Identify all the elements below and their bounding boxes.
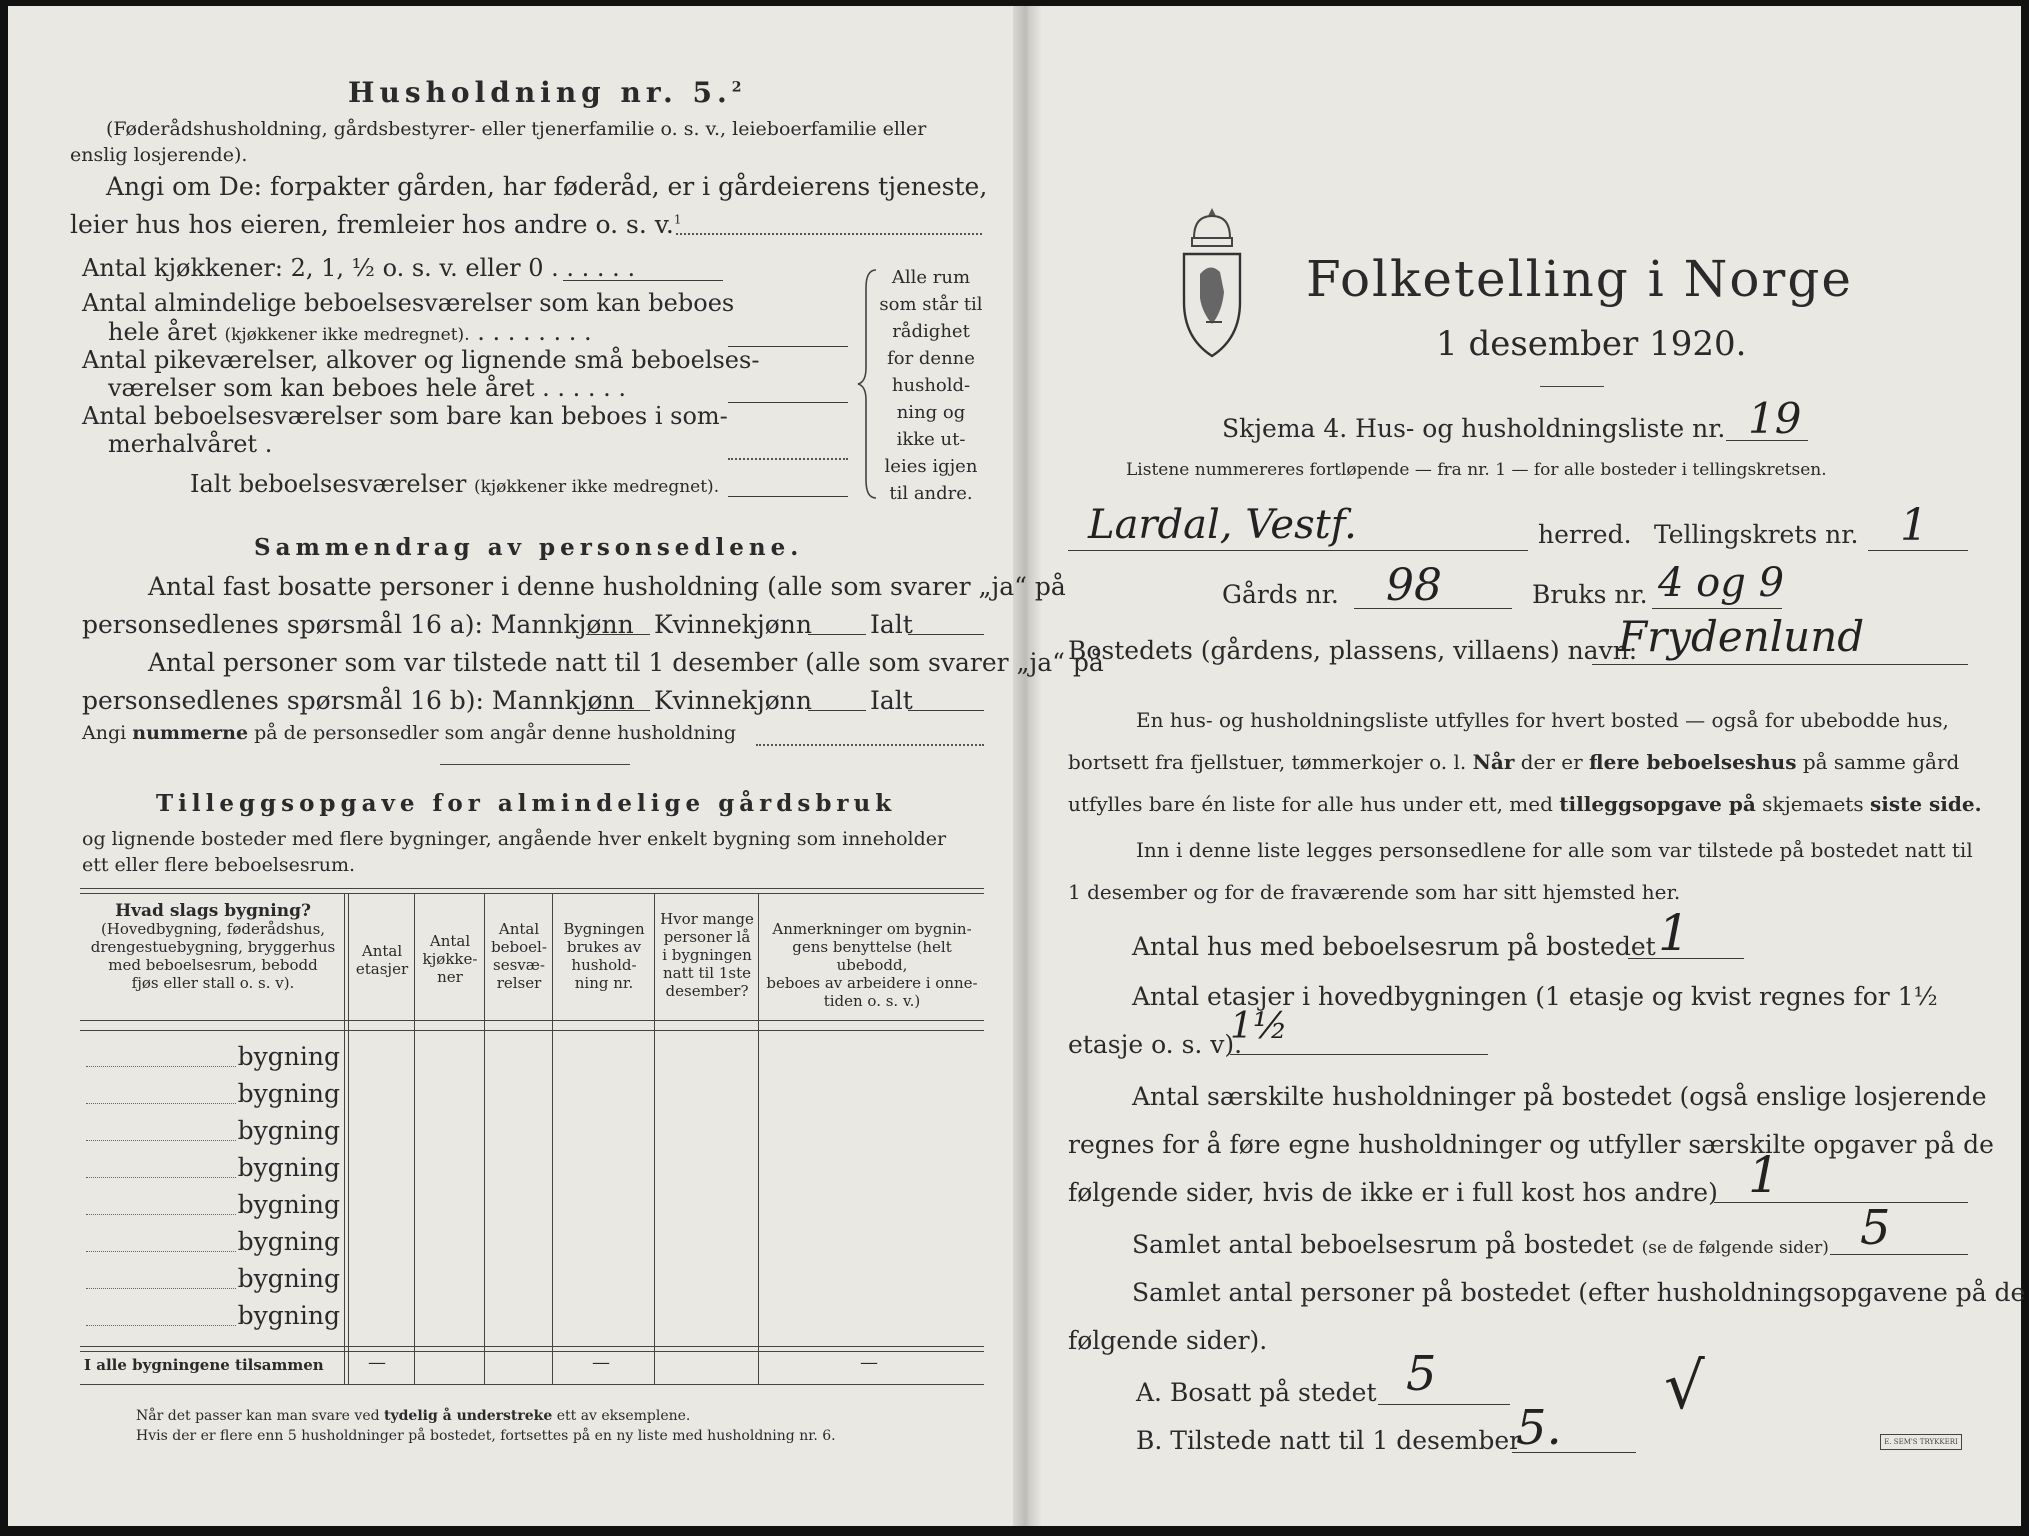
women-label-2: Kvinnekjønn (654, 686, 812, 715)
footnote-2: Hvis der er flere enn 5 husholdninger på bostedet, fortsettes på en ny liste med husholdning nr. 6. (136, 1428, 836, 1444)
table-row: bygning (237, 1079, 340, 1108)
summer-rooms-label: Antal beboelsesværelser som bare kan beboes i som- (82, 402, 728, 430)
col-header-household: Bygningen brukes av hushold- ning nr. (563, 920, 645, 992)
summary-p1a: Antal fast bosatte personer i denne husholdning (alle som svarer „ja“ på (148, 572, 1066, 601)
summary-title: Sammendrag av personsedlene. (254, 534, 804, 561)
row-entry[interactable] (86, 1251, 236, 1252)
q-households-label-3: følgende sider, hvis de ikke er i full kost hos andre) (1068, 1178, 1718, 1207)
instructions-p1a: En hus- og husholdningsliste utfylles for hvert bosted — også for ubebodde hus, (1136, 708, 1949, 732)
kitchens-label: Antal kjøkkener: 2, 1, ½ o. s. v. eller 0 . . . . . . (82, 254, 636, 282)
q-households-label-2: regnes for å føre egne husholdninger og utfyller særskilte opgaver på de (1068, 1130, 1994, 1159)
total-dash: — (592, 1352, 610, 1373)
instructions-p2a: Inn i denne liste legges personsedlene for alle som var tilstede på bostedet natt til (1136, 838, 1973, 862)
row-entry[interactable] (86, 1214, 236, 1215)
small-rooms-label-2: værelser som kan beboes hele året . . . . . . (108, 374, 627, 402)
summary-p1b: personsedlenes spørsmål 16 a): Mannkjønn (82, 610, 634, 639)
bruks-line[interactable] (1652, 608, 1782, 609)
total-label-2: Ialt (870, 686, 913, 715)
table-row: bygning (237, 1116, 340, 1145)
small-rooms-label: Antal pikeværelser, alkover og lignende små beboelses- (82, 346, 760, 374)
row-entry[interactable] (86, 1103, 236, 1104)
men-line-2[interactable] (586, 710, 650, 711)
table-row: bygning (237, 1264, 340, 1293)
herred-label: herred. (1538, 520, 1632, 549)
bruks-value: 4 og 9 (1658, 560, 1785, 606)
check-mark: √ (1664, 1350, 1705, 1424)
tellingskrets-value: 1 (1900, 500, 1928, 551)
bosted-value: Frydenlund (1618, 612, 1865, 661)
total-label-1: Ialt (870, 610, 913, 639)
summer-rooms-line[interactable] (728, 458, 848, 460)
q-rooms-value: 5 (1860, 1200, 1891, 1256)
q-households-value: 1 (1748, 1146, 1780, 1204)
row-entry[interactable] (86, 1288, 236, 1289)
instructions-p2b: 1 desember og for de fraværende som har sitt hjemsted her. (1068, 880, 1681, 904)
divider (440, 764, 630, 765)
resident-value: 5 (1406, 1346, 1437, 1402)
table-top-rule (80, 888, 984, 894)
col-header-kitchens: Antal kjøkke- ner (422, 932, 478, 986)
bosted-line[interactable] (1592, 664, 1968, 665)
census-form-spread (8, 6, 2026, 1526)
supplement-sub-1: og lignende bosteder med flere bygninger, angående hver enkelt bygning som inneholder (82, 828, 947, 850)
angi-line-2: leier hus hos eieren, fremleier hos andre o. s. v.$^1$ (70, 210, 682, 239)
present-value: 5. (1516, 1400, 1562, 1456)
schema-number-value: 19 (1748, 394, 1802, 443)
brace-note: Alle rum som står til rådighet for denne hushold- ning og ikke ut- leies igjen til andre. (879, 267, 983, 504)
supplement-title: Tilleggsopgave for almindelige gårdsbruk (156, 790, 897, 817)
herred-value: Lardal, Vestf. (1088, 502, 1357, 548)
col-divider (348, 894, 349, 1384)
q-rooms-line[interactable] (1830, 1254, 1968, 1255)
q-floors-line[interactable] (1230, 1054, 1488, 1055)
total-rooms-label: Ialt beboelsesværelser (kjøkkener ikke medregnet). (190, 470, 720, 498)
kitchens-line[interactable] (563, 280, 723, 281)
row-entry[interactable] (86, 1066, 236, 1067)
q-floors-value: 1½ (1230, 1006, 1288, 1047)
resident-label: A. Bosatt på stedet (1136, 1378, 1377, 1407)
row-entry[interactable] (86, 1140, 236, 1141)
table-row: bygning (237, 1301, 340, 1330)
title-rule (1540, 386, 1604, 387)
women-label-1: Kvinnekjønn (654, 610, 812, 639)
herred-line[interactable] (1068, 550, 1528, 551)
table-row: bygning (237, 1190, 340, 1219)
women-line-1[interactable] (808, 634, 866, 635)
total-dash: — (368, 1352, 386, 1373)
summary-p2a: Antal personer som var tilstede natt til 1 desember (alle som svarer „ja“ på (148, 648, 1104, 677)
q-houses-value: 1 (1658, 904, 1690, 962)
numbering-note: Listene nummereres fortløpende — fra nr. 1 — for alle bosteder i tellingskretsen. (1126, 460, 1827, 480)
table-total-rule (80, 1346, 984, 1352)
col-header-building: Hvad slags bygning? (Hovedbygning, føderådshus, drengestuebygning, bryggerhus med beboelsesrum, bebodd fjøs eller stall o. s. v). (90, 901, 336, 992)
table-bottom-rule (80, 1384, 984, 1385)
bosted-label: Bostedets (gårdens, plassens, villaens) navn: (1068, 636, 1638, 665)
col-header-floors: Antal etasjer (355, 942, 409, 978)
q-floors-label-2: etasje o. s. v). (1068, 1030, 1243, 1059)
printer-stamp: E. SEM'S TRYKKERI (1880, 1434, 1962, 1450)
q-persons-label: Samlet antal personer på bostedet (efter husholdningsopgavene på de (1132, 1278, 2026, 1307)
total-row-label: I alle bygningene tilsammen (84, 1356, 324, 1374)
summer-rooms-label-2: merhalvåret . (108, 430, 273, 458)
gards-value: 98 (1386, 560, 1442, 611)
page-fold (1013, 6, 1041, 1526)
total-line-1[interactable] (908, 634, 984, 635)
men-line-1[interactable] (586, 634, 650, 635)
form-title: Folketelling i Norge (1306, 250, 1853, 308)
coat-of-arms-icon (1176, 202, 1248, 362)
angi-answer-line[interactable] (676, 233, 982, 235)
row-entry[interactable] (86, 1177, 236, 1178)
table-row: bygning (237, 1153, 340, 1182)
table-row: bygning (237, 1227, 340, 1256)
gards-label: Gårds nr. (1222, 580, 1339, 609)
household-note: (Føderådshusholdning, gårdsbestyrer- eller tjenerfamilie o. s. v., leieboerfamilie eller (106, 118, 927, 140)
col-divider (552, 894, 553, 1384)
col-divider (484, 894, 485, 1384)
summary-angi: Angi nummerne på de personsedler som angår denne husholdning (82, 722, 737, 744)
table-header-rule (80, 1020, 984, 1021)
q-households-label: Antal særskilte husholdninger på bostedet (også enslige losjerende (1132, 1082, 1987, 1111)
women-line-2[interactable] (808, 710, 866, 711)
col-header-persons: Hvor mange personer lå i bygningen natt til 1ste desember? (660, 910, 754, 1000)
summary-p2b: personsedlenes spørsmål 16 b): Mannkjønn (82, 686, 635, 715)
col-header-remarks: Anmerkninger om bygnin- gens benyttelse (helt ubebodd, beboes av arbeidere i onne- tiden o. s. v.) (766, 920, 978, 1010)
schema-label: Skjema 4. Hus- og husholdningsliste nr. (1222, 414, 1726, 443)
table-row: bygning (237, 1042, 340, 1071)
household-title: Husholdning nr. 5.$^2$ (348, 76, 747, 109)
instructions-p1c: utfylles bare én liste for alle hus under ett, med tilleggsopgave på skjemaets siste side. (1068, 792, 1982, 816)
total-dash: — (860, 1352, 878, 1373)
total-rooms-line[interactable] (728, 496, 848, 497)
present-label: B. Tilstede natt til 1 desember (1136, 1426, 1522, 1455)
ordinary-rooms-label: Antal almindelige beboelsesværelser som kan beboes (82, 289, 735, 317)
row-entry[interactable] (86, 1325, 236, 1326)
small-rooms-line[interactable] (728, 402, 848, 403)
resident-line[interactable] (1378, 1404, 1510, 1405)
angi-line-1: Angi om De: forpakter gården, har føderåd, er i gårdeierens tjeneste, (106, 172, 988, 201)
q-rooms-label: Samlet antal beboelsesrum på bostedet (se de følgende sider) (1132, 1230, 1829, 1259)
q-floors-label: Antal etasjer i hovedbygningen (1 etasje og kvist regnes for 1½ (1132, 982, 1938, 1011)
col-divider (344, 894, 345, 1384)
col-header-rooms: Antal beboel- sesvæ- relser (491, 920, 547, 992)
tellingskrets-label: Tellingskrets nr. (1654, 520, 1859, 549)
col-divider (654, 894, 655, 1384)
table-header-rule-2 (80, 1030, 984, 1031)
q-persons-label-2: følgende sider). (1068, 1326, 1268, 1355)
form-date: 1 desember 1920. (1436, 324, 1747, 364)
ordinary-rooms-label-2: hele året (kjøkkener ikke medregnet). . . . . . . . . (108, 318, 592, 346)
instructions-p1b: bortsett fra fjellstuer, tømmerkojer o. l. Når der er flere beboelseshus på samme gård (1068, 750, 1960, 774)
bruks-label: Bruks nr. (1532, 580, 1648, 609)
supplement-sub-2: ett eller flere beboelsesrum. (82, 854, 356, 876)
numbers-line[interactable] (756, 744, 984, 746)
household-note-2: enslig losjerende). (70, 144, 248, 166)
q-houses-label: Antal hus med beboelsesrum på bostedet (1132, 932, 1656, 961)
col-divider (414, 894, 415, 1384)
footnote-1: Når det passer kan man svare ved tydelig å understreke ett av eksemplene. (136, 1408, 691, 1424)
col-divider (758, 894, 759, 1384)
total-line-2[interactable] (908, 710, 984, 711)
